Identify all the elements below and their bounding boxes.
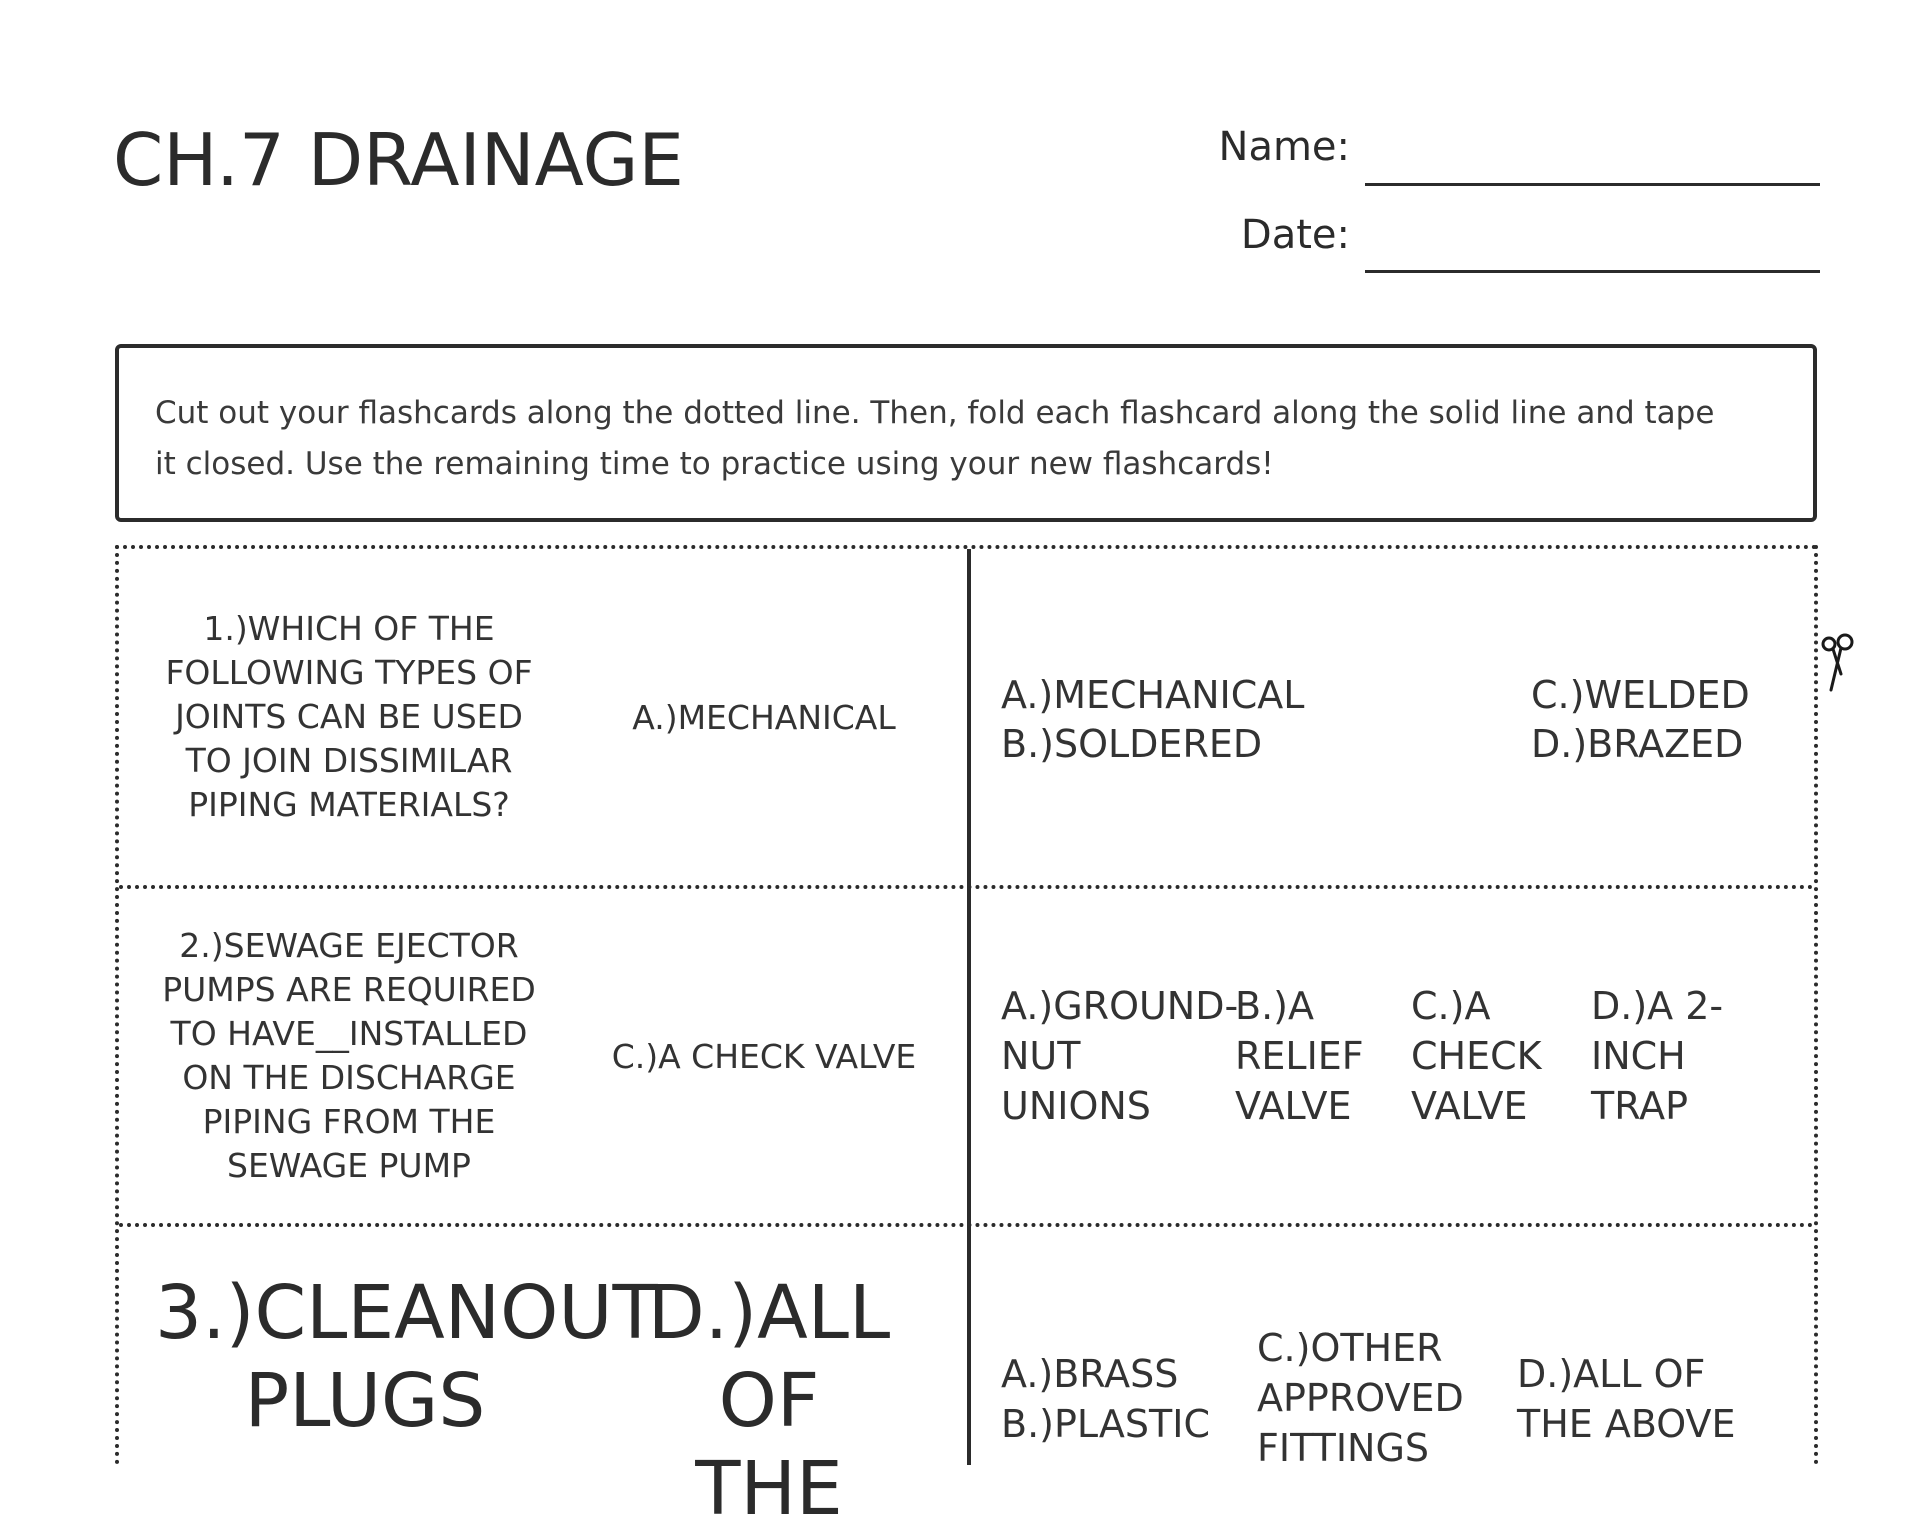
card-3-option-b: B.)PLASTIC [1001,1402,1210,1446]
date-label: Date: [1240,212,1350,258]
card-2-option-c-line: CHECK [1411,1034,1542,1078]
card-2-option-d-line: D.)A 2- [1591,984,1724,1028]
card-3-option-ab [1001,1349,1210,1449]
date-field[interactable] [1365,270,1820,273]
card-1-question-line: TO JOIN DISSIMILAR [185,741,513,780]
card-2-option-d [1591,981,1723,1131]
instructions-box [115,344,1817,522]
card-2-option-d-line: INCH [1591,1034,1686,1078]
card-3-option-c-line: APPROVED [1257,1376,1464,1420]
card-2-question-line: SEWAGE PUMP [227,1146,471,1185]
instructions-line-1: Cut out your flashcards along the dotted line. Then, fold each flashcard along the solid line and tape [155,395,1715,431]
card-3-option-c-line: FITTINGS [1257,1426,1430,1470]
card-1-question-line: PIPING MATERIALS? [188,785,510,824]
card-2-option-c-line: VALVE [1411,1084,1528,1128]
card-1-question-line: 1.)WHICH OF THE [203,609,495,648]
card-2-question [139,889,559,1223]
card-2-option-c [1411,981,1542,1131]
instructions-line-2: it closed. Use the remaining time to practice using your new flashcards! [155,446,1274,482]
fold-line [967,549,971,1465]
card-1-option-c: C.)WELDED [1531,673,1750,717]
card-2-option-a [1001,981,1238,1131]
card-3-option-a: A.)BRASS [1001,1352,1179,1396]
name-label: Name: [1218,124,1350,170]
card-3-answer-line: D.)ALL OF [647,1270,891,1444]
card-3-question-line: PLUGS [244,1358,486,1444]
page-title: CH.7 DRAINAGE [113,118,684,202]
card-3-question [155,1269,658,1445]
card-2-question-line: ON THE DISCHARGE [182,1058,516,1097]
card-2-option-b-line: RELIEF [1235,1034,1364,1078]
card-2-option-c-line: C.)A [1411,984,1491,1028]
card-2-question-line: 2.)SEWAGE EJECTOR [179,926,519,965]
card-3-option-d [1517,1349,1736,1449]
card-2-option-d-line: TRAP [1591,1084,1688,1128]
card-3-answer-line: THE [695,1446,843,1532]
card-1-question-line: FOLLOWING TYPES OF [165,653,533,692]
card-3-option-d-line: D.)ALL OF [1517,1352,1706,1396]
card-2-option-b-line: VALVE [1235,1084,1352,1128]
card-1-option-d: D.)BRAZED [1531,722,1744,766]
card-2-option-a-line: NUT [1001,1034,1081,1078]
flashcard-grid [115,545,1818,1532]
card-1-option-b: B.)SOLDERED [1001,722,1263,766]
card-2-question-line: TO HAVE__INSTALLED [170,1014,528,1053]
scissors-icon [1815,630,1861,694]
card-2-option-a-line: UNIONS [1001,1084,1151,1128]
card-3-option-c [1257,1323,1464,1473]
card-2-option-b-line: B.)A [1235,984,1314,1028]
card-2-question-line: PUMPS ARE REQUIRED [162,970,536,1009]
card-3-question-line: 3.)CLEANOUT [155,1270,658,1356]
card-1-option-a: A.)MECHANICAL [1001,673,1305,717]
card-2-question-line: PIPING FROM THE [202,1102,496,1141]
cut-line-2 [119,1223,1814,1227]
card-3-answer [589,1269,949,1533]
card-1-question [139,549,559,885]
card-3-option-c-line: C.)OTHER [1257,1326,1443,1370]
card-2-option-a-line: A.)GROUND- [1001,984,1239,1028]
card-1-question-line: JOINTS CAN BE USED [175,697,523,736]
name-field[interactable] [1365,183,1820,186]
card-3-option-d-line: THE ABOVE [1517,1402,1736,1446]
card-2-option-b [1235,981,1364,1131]
card-1-answer: A.)MECHANICAL [632,697,896,737]
card-2-answer: C.)A CHECK VALVE [611,1036,917,1076]
